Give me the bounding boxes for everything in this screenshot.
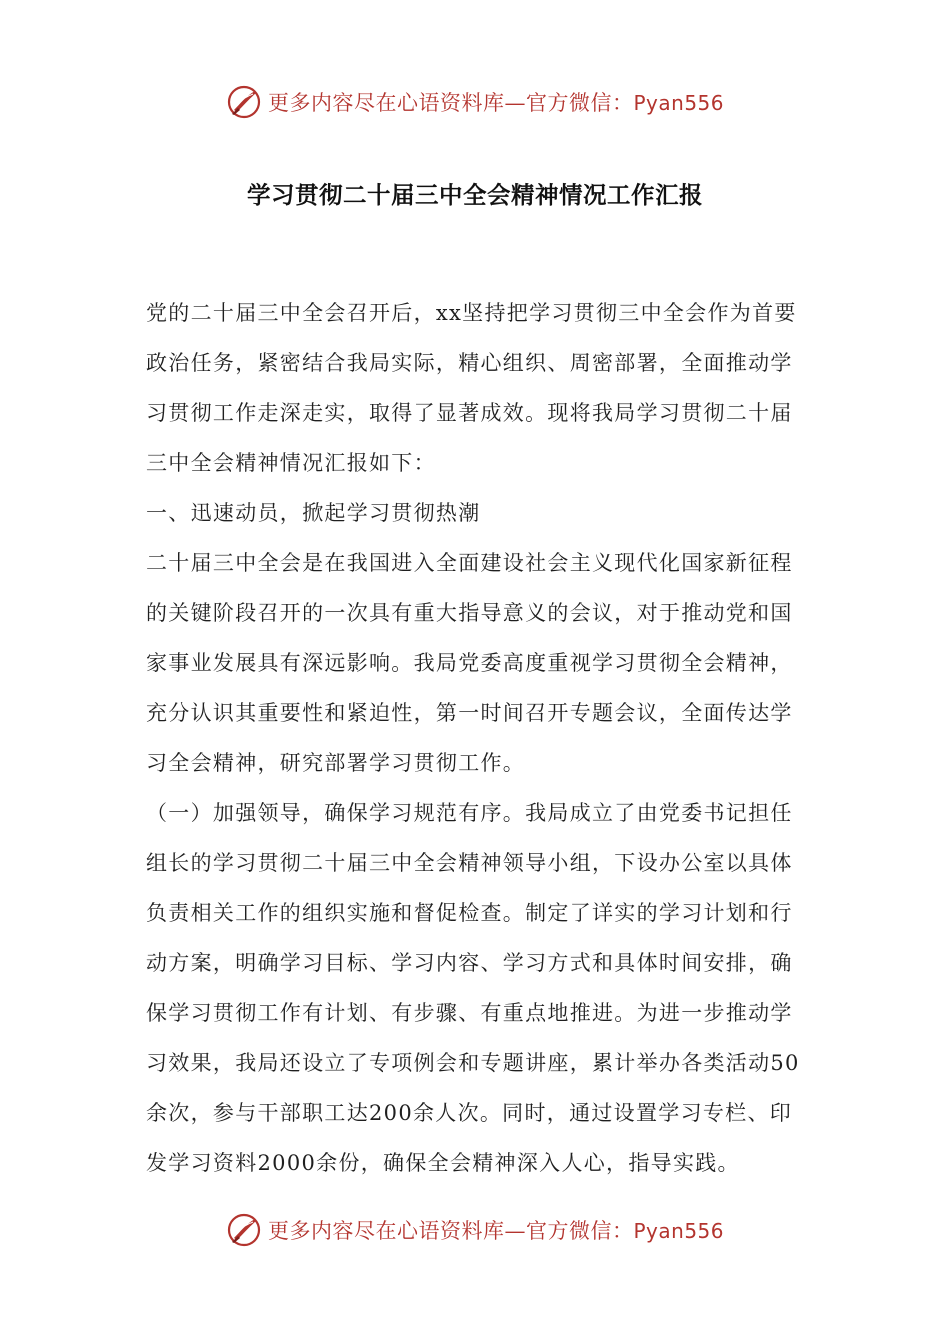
- body-line: （一）加强领导，确保学习规范有序。我局成立了由党委书记担任: [146, 801, 793, 825]
- banner-text: [268, 87, 724, 117]
- body-line: 充分认识其重要性和紧迫性，第一时间召开专题会议，全面传达学: [146, 701, 793, 725]
- footer-banner: [0, 1208, 950, 1252]
- body-line: 负责相关工作的组织实施和督促检查。制定了详实的学习计划和行: [146, 901, 793, 925]
- body-line: 动方案，明确学习目标、学习内容、学习方式和具体时间安排，确: [146, 951, 793, 975]
- wechat-id: Pyan556: [633, 1219, 724, 1243]
- body-line: 的关键阶段召开的一次具有重大指导意义的会议，对于推动党和国: [146, 601, 793, 625]
- banner-text: [268, 1215, 724, 1245]
- body-line: 保学习贯彻工作有计划、有步骤、有重点地推进。为进一步推动学: [146, 1001, 793, 1025]
- body-line: 组长的学习贯彻二十届三中全会精神领导小组，下设办公室以具体: [146, 851, 793, 875]
- body-line: 家事业发展具有深远影响。我局党委高度重视学习贯彻全会精神，: [146, 651, 793, 675]
- body-line: 发学习资料2000余份，确保全会精神深入人心，指导实践。: [146, 1151, 740, 1175]
- body-line: 三中全会精神情况汇报如下：: [146, 451, 436, 475]
- body-line: 政治任务，紧密结合我局实际，精心组织、周密部署，全面推动学: [146, 351, 793, 375]
- body-line: 二十届三中全会是在我国进入全面建设社会主义现代化国家新征程: [146, 551, 793, 575]
- document-body: [146, 292, 810, 1192]
- pen-nib-logo-icon: [226, 1212, 262, 1248]
- body-line: 习贯彻工作走深走实，取得了显著成效。现将我局学习贯彻二十届: [146, 401, 793, 425]
- document-title: 学习贯彻二十届三中全会精神情况工作汇报: [247, 181, 703, 209]
- banner-label: 更多内容尽在心语资料库—官方微信：: [267, 91, 634, 115]
- header-banner: [0, 80, 950, 124]
- banner-label: 更多内容尽在心语资料库—官方微信：: [267, 1219, 634, 1243]
- wechat-id: Pyan556: [633, 91, 724, 115]
- body-line: 一、迅速动员，掀起学习贯彻热潮: [146, 501, 481, 525]
- body-line: 余次，参与干部职工达200余人次。同时，通过设置学习专栏、印: [146, 1101, 793, 1125]
- body-line: 习全会精神，研究部署学习贯彻工作。: [146, 751, 526, 775]
- body-line: 习效果，我局还设立了专项例会和专题讲座，累计举办各类活动50: [146, 1051, 800, 1075]
- body-line: 党的二十届三中全会召开后，xx坚持把学习贯彻三中全会作为首要: [146, 301, 797, 325]
- pen-nib-logo-icon: [226, 84, 262, 120]
